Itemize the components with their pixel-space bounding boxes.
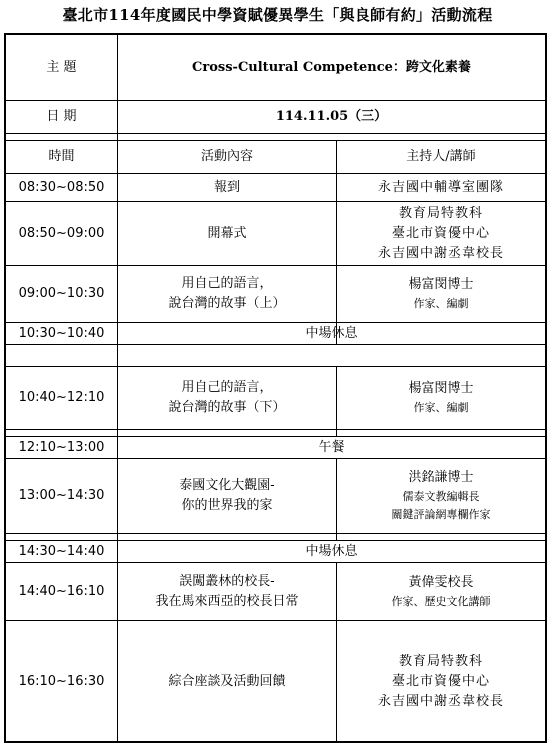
schedule-table <box>4 33 547 743</box>
time-text: 13:00~14:30 <box>18 488 105 503</box>
row-divider <box>6 133 545 134</box>
date-label <box>6 101 117 133</box>
host-line: 永吉國中謝丞韋校長 <box>377 694 504 709</box>
schedule-time <box>6 367 117 429</box>
content-line: 用自己的語言， <box>181 380 273 395</box>
column-header-host <box>337 141 545 173</box>
content-line: 泰國文化大觀園- <box>179 478 275 493</box>
host-info <box>337 621 545 743</box>
content-line: 我在馬來西亞的校長日常 <box>155 593 299 609</box>
activity-content <box>118 266 336 322</box>
time-text: 08:50~09:00 <box>18 225 105 241</box>
host-info <box>337 563 545 620</box>
date-value-text: 114.11.05（三） <box>275 109 388 124</box>
activity-content <box>118 621 336 743</box>
activity-content <box>118 202 336 265</box>
host-subtitle: 作家、編劇 <box>413 401 469 414</box>
theme-label-text: 主 題 <box>46 59 77 75</box>
schedule-time <box>6 323 117 344</box>
schedule-time <box>6 437 117 458</box>
content-line: 用自己的語言， <box>181 276 273 291</box>
time-text: 16:10~16:30 <box>18 674 105 689</box>
time-text: 10:40~12:10 <box>18 390 105 405</box>
time-text: 10:30~10:40 <box>18 325 105 341</box>
host-line: 臺北市資優中心 <box>391 674 490 689</box>
content-line: 開幕式 <box>207 225 247 241</box>
row-divider <box>6 344 545 345</box>
time-text: 14:30~14:40 <box>18 543 105 559</box>
theme-value <box>118 35 545 100</box>
host-line: 洪銘謙博士 <box>408 470 474 485</box>
schedule-time <box>6 541 117 562</box>
host-line: 永吉國中謝丞韋校長 <box>377 245 504 261</box>
time-text: 14:40~16:10 <box>18 583 105 599</box>
time-text: 08:30~08:50 <box>18 179 105 195</box>
activity-content <box>118 174 336 201</box>
time-text: 12:10~13:00 <box>18 439 105 455</box>
schedule-time <box>6 459 117 533</box>
host-line: 黃偉雯校長 <box>408 574 474 590</box>
schedule-time <box>6 266 117 322</box>
host-subtitle: 儒泰文教編輯長 <box>402 490 480 503</box>
host-info <box>337 174 545 201</box>
schedule-time <box>6 174 117 201</box>
activity-content <box>118 459 336 533</box>
schedule-time <box>6 563 117 620</box>
column-header-content <box>118 141 336 173</box>
host-subtitle: 關鍵評論網專欄作家 <box>391 508 491 521</box>
host-line: 教育局特教科 <box>398 205 483 221</box>
column-header-content-text: 活動內容 <box>200 149 253 164</box>
host-line: 臺北市資優中心 <box>391 225 490 241</box>
content-line: 誤闖叢林的校長- <box>179 573 275 589</box>
break-label <box>118 323 545 344</box>
content-line: 報到 <box>213 179 240 195</box>
content-line: 你的世界我的家 <box>181 498 273 513</box>
host-line: 永吉國中輔導室團隊 <box>377 179 504 195</box>
page-title: 臺北市114年度國民中學資賦優異學生「與良師有約」活動流程 <box>62 6 493 24</box>
host-info <box>337 459 545 533</box>
theme-label <box>6 35 117 100</box>
activity-content <box>118 563 336 620</box>
column-header-time <box>6 141 117 173</box>
host-info <box>337 367 545 429</box>
row-divider <box>6 533 545 534</box>
schedule-time <box>6 202 117 265</box>
break-label <box>118 541 545 562</box>
date-value <box>118 101 545 133</box>
column-header-host-text: 主持人/講師 <box>406 149 476 164</box>
activity-content <box>118 367 336 429</box>
time-text: 09:00~10:30 <box>18 286 105 301</box>
host-info <box>337 202 545 265</box>
schedule-time <box>6 621 117 743</box>
date-label-text: 日 期 <box>46 109 77 124</box>
content-line: 說台灣的故事（下） <box>168 400 286 415</box>
theme-value-text: Cross-Cultural Competence：跨文化素養 <box>192 59 471 75</box>
content-line: 說台灣的故事（上） <box>168 296 286 311</box>
host-line: 楊富閔博士 <box>408 277 474 292</box>
break-text: 午餐 <box>318 439 345 455</box>
row-divider <box>6 429 545 430</box>
column-header-time-text: 時間 <box>48 149 75 164</box>
content-line: 綜合座談及活動回饋 <box>168 674 286 689</box>
host-line: 楊富閔博士 <box>408 381 474 396</box>
break-text: 中場休息 <box>305 543 358 559</box>
host-line: 教育局特教科 <box>398 654 483 669</box>
host-info <box>337 266 545 322</box>
break-label <box>118 437 545 458</box>
host-subtitle: 作家、歷史文化講師 <box>391 594 491 608</box>
host-subtitle: 作家、編劇 <box>413 297 469 310</box>
break-text: 中場休息 <box>305 325 358 341</box>
